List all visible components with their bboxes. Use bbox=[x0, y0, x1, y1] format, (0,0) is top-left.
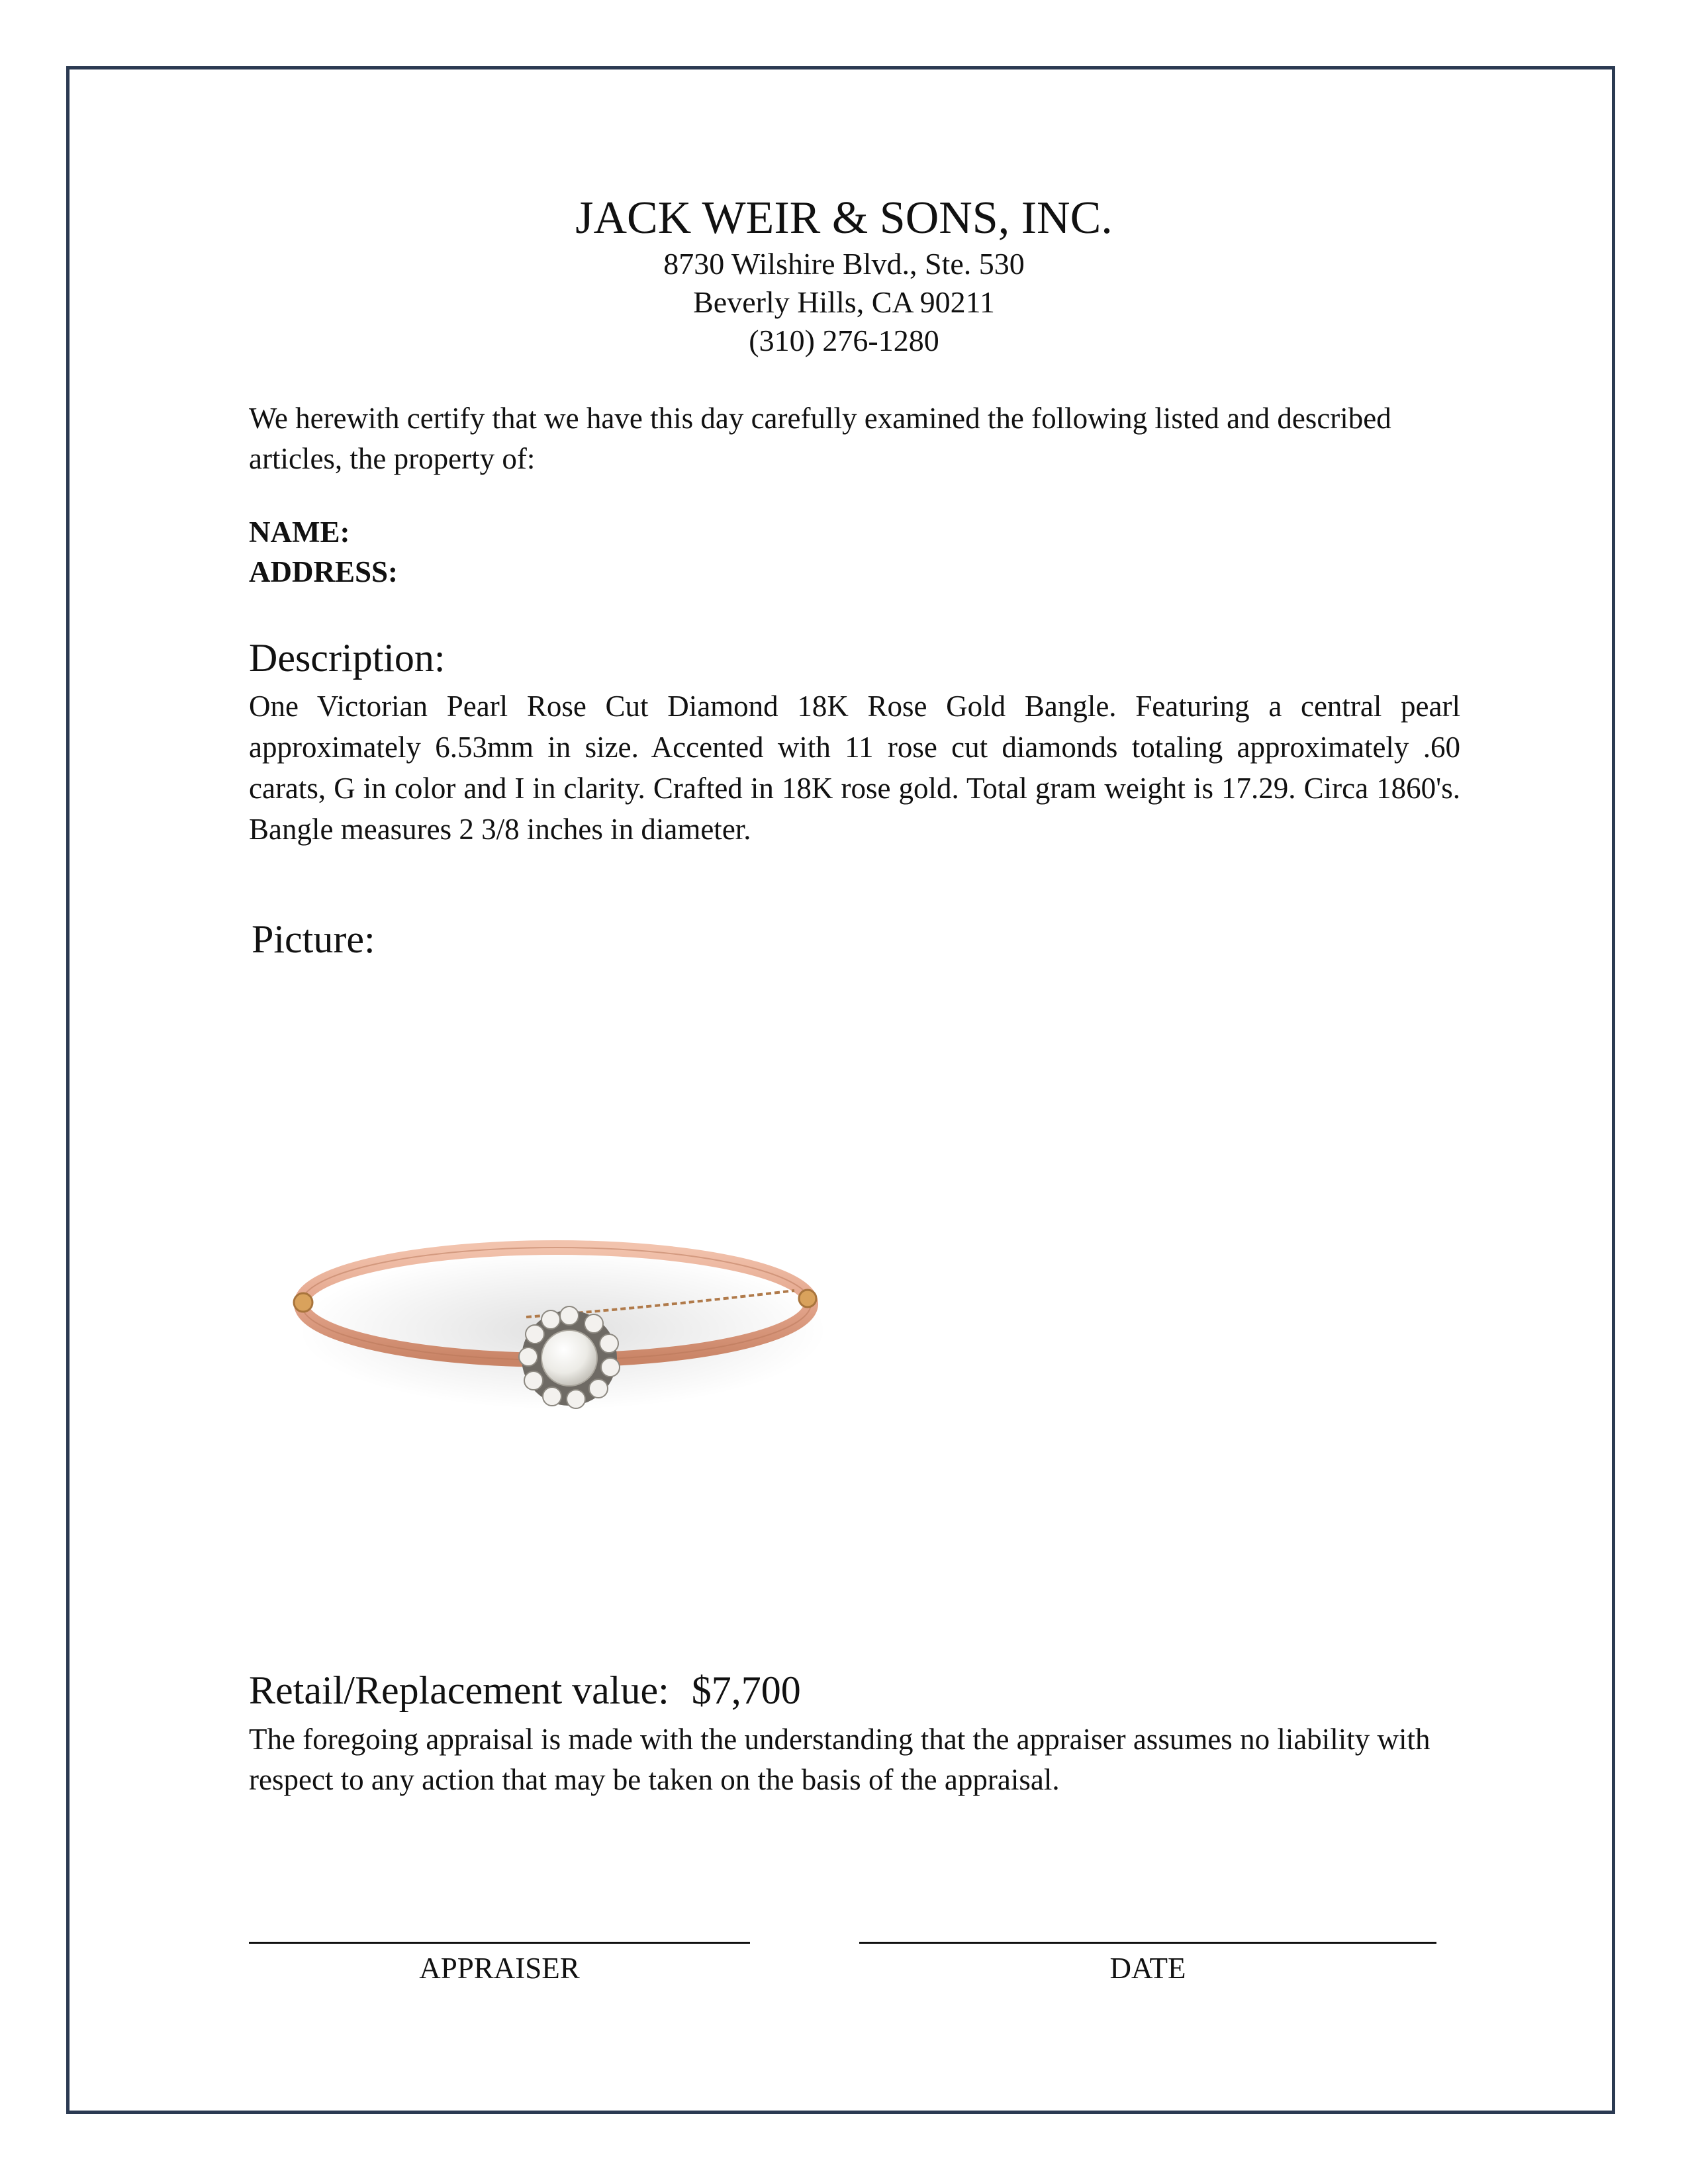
company-address-line2: Beverly Hills, CA 90211 bbox=[693, 285, 995, 319]
date-signature-line bbox=[859, 1942, 1436, 1944]
retail-value-label: Retail/Replacement value: bbox=[249, 1668, 669, 1712]
picture-heading: Picture: bbox=[252, 917, 375, 961]
disclaimer-text: The foregoing appraisal is made with the understanding that the appraiser assumes no liability with respect to any action that may be taken on the basis of the appraisal. bbox=[249, 1723, 1430, 1796]
appraiser-label: APPRAISER bbox=[419, 1952, 580, 1985]
date-label: DATE bbox=[1109, 1952, 1186, 1985]
company-name: JACK WEIR & SONS, INC. bbox=[575, 193, 1113, 244]
description-heading: Description: bbox=[249, 636, 445, 680]
retail-value-line bbox=[249, 1668, 801, 1713]
company-address-line1: 8730 Wilshire Blvd., Ste. 530 bbox=[663, 247, 1025, 281]
certification-text: We herewith certify that we have this day carefully examined the following listed and described articles, the property of: bbox=[249, 402, 1391, 475]
retail-value-amount: $7,700 bbox=[691, 1668, 801, 1712]
appraiser-signature-line bbox=[249, 1942, 750, 1944]
page-border bbox=[66, 66, 1615, 2114]
company-phone: (310) 276-1280 bbox=[749, 324, 939, 357]
address-label: ADDRESS: bbox=[249, 555, 399, 588]
description-text: One Victorian Pearl Rose Cut Diamond 18K Rose Gold Bangle. Featuring a central pearl approximately 6.53mm in size. Accented with 11 rose cut diamonds totaling approximately .60 carats, G in color and I in clarity. Crafted in 18K rose gold. Total gram weight is 17.29. Circa 1860's. Bangle measures 2 3/8 inches in diameter. bbox=[249, 690, 1460, 846]
name-label: NAME: bbox=[249, 516, 350, 549]
bangle-photo bbox=[285, 1231, 867, 1482]
